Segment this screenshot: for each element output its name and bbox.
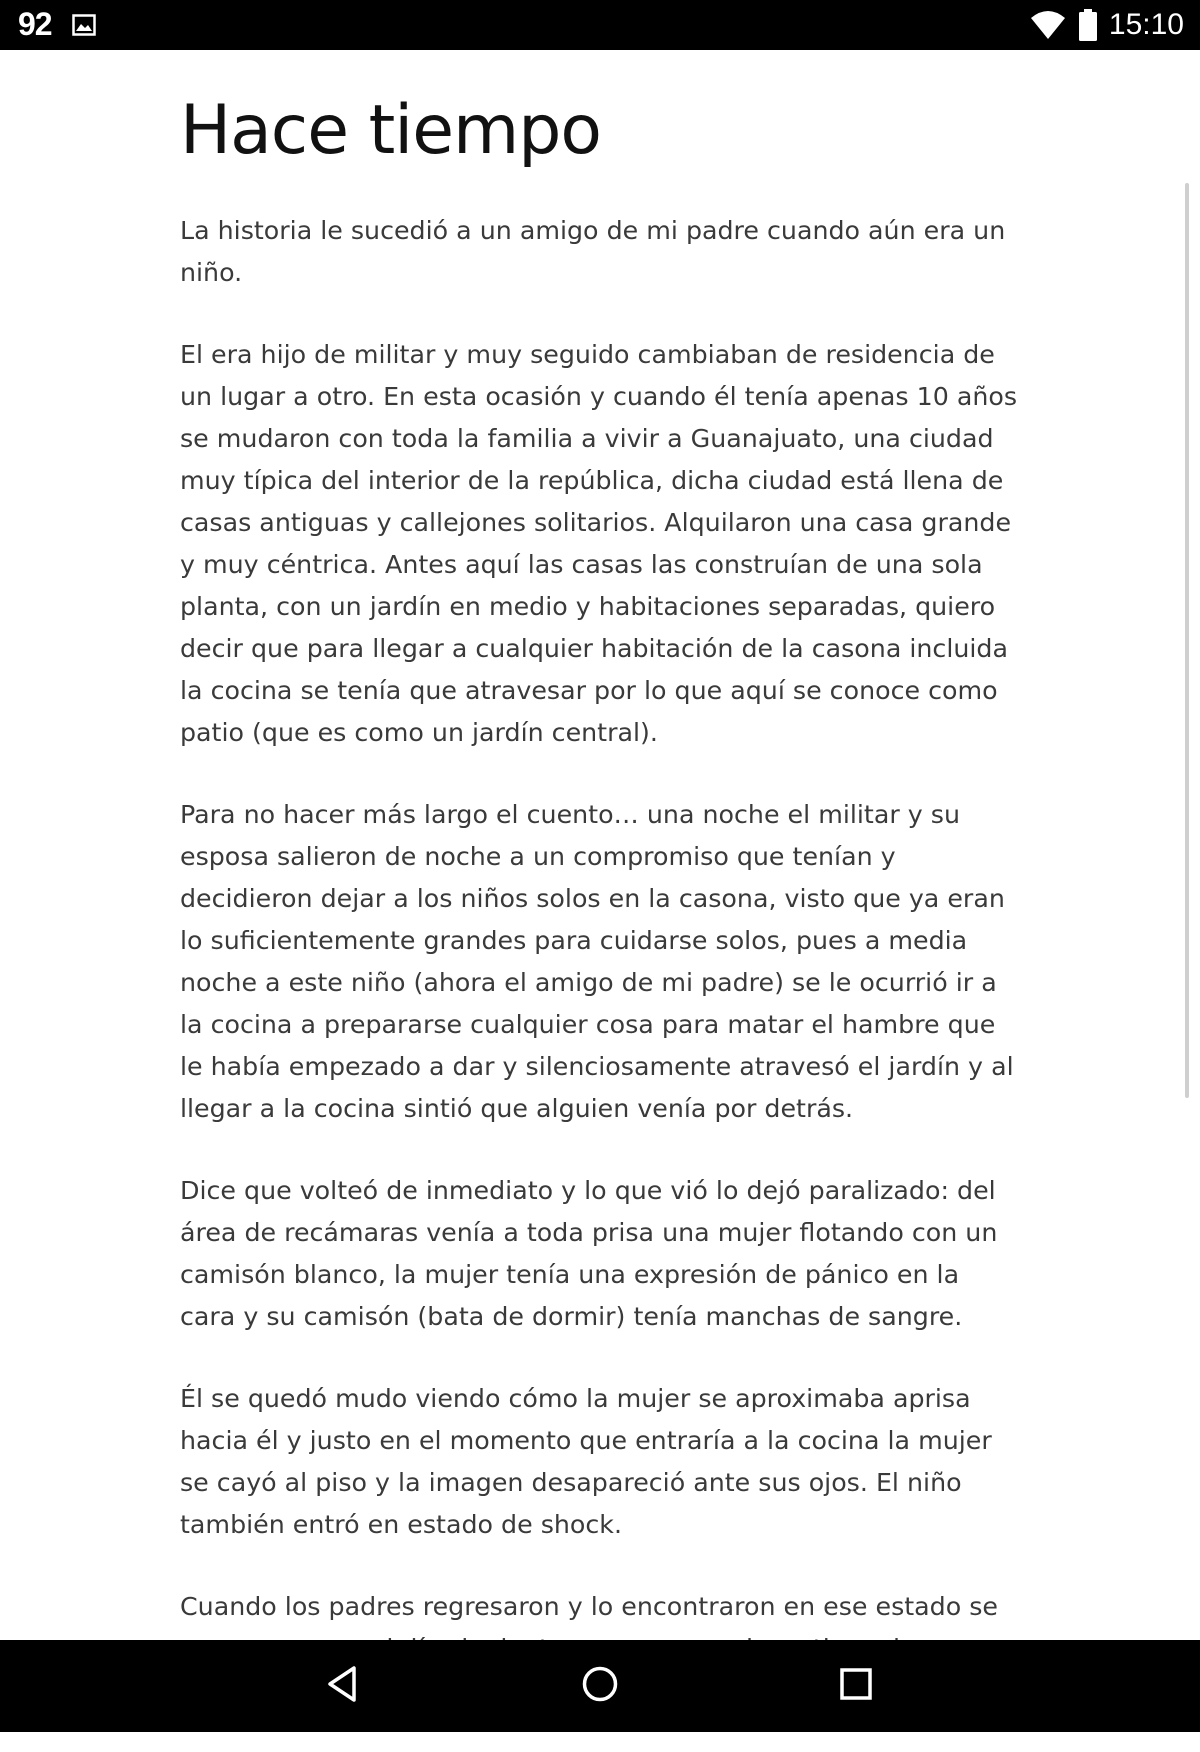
navigation-bar bbox=[0, 1640, 1200, 1732]
article-paragraph: El era hijo de militar y muy seguido cambiaban de residencia de un lugar a otro. En esta ocasión y cuando él tenía apenas 10 años se mudaron con toda la familia a vivir a Guanajuato, una ciudad muy típica del interior de la república, dicha ciudad está llena de casas antiguas y callejones solitarios. Alquilaron una casa grande y muy céntrica. Antes aquí las casas las construían de una sola planta, con un jardín en medio y habitaciones separadas, quiero decir que para llegar a cualquier habitación de la casona incluida la cocina se tenía que atravesar por lo que aquí se conoce como patio (que es como un jardín central). bbox=[180, 340, 1018, 747]
wifi-icon bbox=[1030, 10, 1066, 40]
notification-count: 92 bbox=[18, 6, 52, 42]
article-paragraph: Para no hacer más largo el cuento… una noche el militar y su esposa salieron de noche a un compromiso que tenían y decidieron dejar a los niños solos en la casona, visto que ya eran lo suficientemente grandes para cuidarse solos, pues a media noche a este niño (ahora el amigo de mi padre) se le ocurrió ir a la cocina a prepararse cualquier cosa para matar el hambre que le había empezado a dar y silenciosamente atravesó el jardín y al llegar a la cocina sintió que alguien venía por detrás. bbox=[180, 800, 1014, 1123]
reader-content[interactable] bbox=[0, 50, 1200, 1640]
article-paragraph: Cuando los padres regresaron y lo encontraron en ese estado se bbox=[180, 1592, 998, 1621]
article bbox=[180, 50, 1020, 1752]
home-icon bbox=[580, 1664, 620, 1708]
article-paragraph: Dice que volteó de inmediato y lo que vió lo dejó paralizado: del área de recámaras venía a toda prisa una mujer flotando con un camisón blanco, la mujer tenía una expresión de pánico en la cara y su camisón (bata de dormir) tenía manchas de sangre. bbox=[180, 1176, 998, 1331]
recents-button[interactable] bbox=[826, 1656, 886, 1716]
recents-icon bbox=[836, 1664, 876, 1708]
clock-time: 15:10 bbox=[1108, 8, 1184, 41]
battery-icon bbox=[1078, 9, 1098, 41]
back-button[interactable] bbox=[314, 1656, 374, 1716]
article-paragraph: Él se quedó mudo viendo cómo la mujer se aproximaba aprisa hacia él y justo en el momento que entraría a la cocina la mujer se cayó al piso y la imagen desapareció ante sus ojos. El niño también entró en estado de shock. bbox=[180, 1384, 992, 1539]
back-icon bbox=[324, 1664, 364, 1708]
status-bar bbox=[0, 0, 1200, 50]
image-icon bbox=[72, 14, 96, 36]
home-button[interactable] bbox=[570, 1656, 630, 1716]
article-title: Hace tiempo bbox=[180, 91, 602, 170]
scrollbar[interactable] bbox=[1185, 183, 1189, 1098]
article-paragraph: La historia le sucedió a un amigo de mi padre cuando aún era un niño. bbox=[180, 216, 1006, 287]
